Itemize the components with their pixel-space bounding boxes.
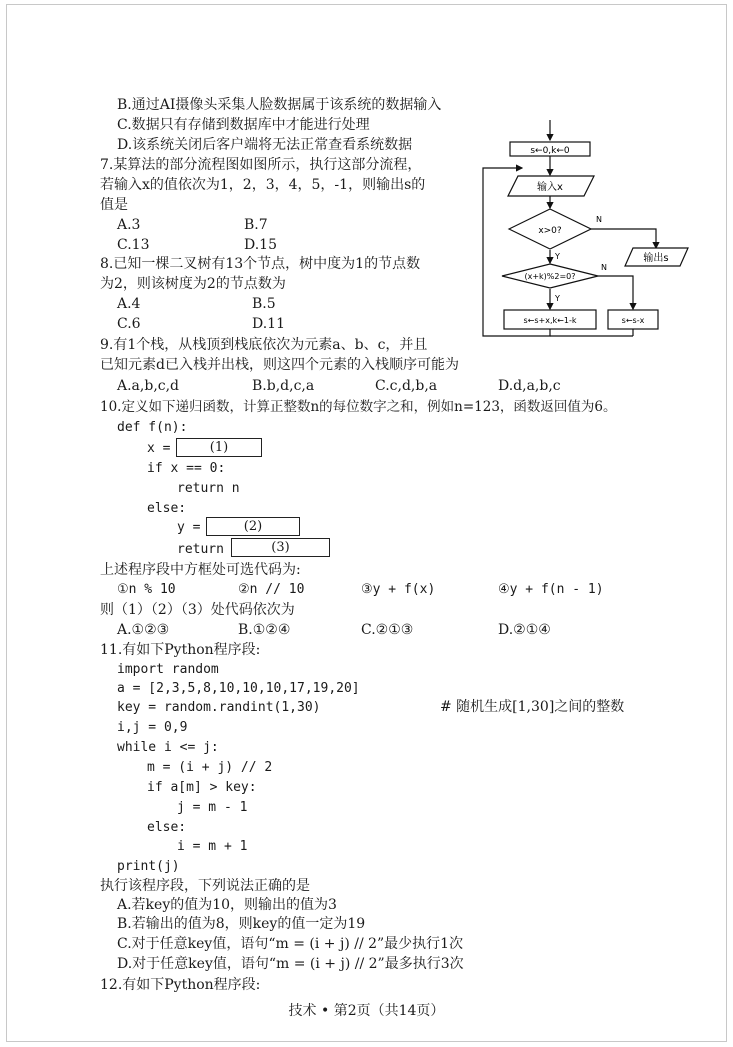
q8-stem-line2: 为2，则该树度为2的节点数为 xyxy=(100,276,286,292)
q11-code-line11: print(j) xyxy=(117,859,180,874)
q7-option-b: B.7 xyxy=(244,217,268,233)
q9-option-c: C.c,d,b,a xyxy=(375,378,438,394)
q12-stem: 12.有如下Python程序段: xyxy=(100,977,261,993)
q7-flowchart xyxy=(478,118,700,340)
q10-code-line1: def f(n): xyxy=(117,420,188,435)
page-footer: 技术 • 第2页（共14页） xyxy=(288,1003,445,1019)
q11-code-line3: key = random.randint(1,30) xyxy=(117,700,321,715)
q10-option-d: D.②①④ xyxy=(498,622,551,638)
q7-option-d: D.15 xyxy=(244,237,277,253)
q10-description: 上述程序段中方框处可选代码为: xyxy=(100,562,301,578)
q11-code-line5: while i <= j: xyxy=(117,740,219,755)
q10-stem: 10.定义如下递归函数，计算正整数n的每位数字之和，例如n=123，函数返回值为6。 xyxy=(100,399,617,415)
flow-no-label-1: N xyxy=(596,215,602,224)
flow-yes-label-1: Y xyxy=(555,252,560,261)
q10-candidate-3: ③y + f(x) xyxy=(361,582,436,597)
flow-input-text: 输入x xyxy=(537,182,563,193)
q8-option-c: C.6 xyxy=(117,316,141,332)
q7-option-c: C.13 xyxy=(117,237,150,253)
q11-code-line1: import random xyxy=(117,662,219,677)
q10-candidate-2: ②n // 10 xyxy=(238,582,305,597)
q10-code-line5: else: xyxy=(147,501,187,516)
q10-blank-2: (2) xyxy=(206,517,300,536)
flow-cond1-text: x>0? xyxy=(538,226,562,236)
q10-question: 则（1）（2）（3）处代码依次为 xyxy=(100,602,295,618)
q10-option-a: A.①②③ xyxy=(117,622,170,638)
q11-option-d: D.对于任意key值，语句“m = (i + j) // 2”最多执行3次 xyxy=(117,956,464,972)
flow-proc2-text: s←s-x xyxy=(621,316,645,325)
flow-proc1-text: s←s+x,k←1-k xyxy=(523,316,577,325)
q11-code-line2: a = [2,3,5,8,10,10,10,17,19,20] xyxy=(117,681,360,696)
q10-code-line7: return xyxy=(177,542,224,557)
q10-code-line3: if x == 0: xyxy=(147,461,226,476)
q9-option-a: A.a,b,c,d xyxy=(117,378,180,394)
q8-option-d: D.11 xyxy=(252,316,285,332)
q11-code-line7: if a[m] > key: xyxy=(147,780,257,795)
q10-option-b: B.①②④ xyxy=(238,622,291,638)
q9-option-d: D.d,a,b,c xyxy=(498,378,561,394)
q11-option-b: B.若输出的值为8，则key的值一定为19 xyxy=(117,916,366,932)
q7-stem-line2: 若输入x的值依次为1，2，3，4，5，-1，则输出s的 xyxy=(100,177,426,193)
q11-question: 执行该程序段，下列说法正确的是 xyxy=(100,878,310,894)
flow-init-text: s←0,k←0 xyxy=(530,146,570,156)
q10-code-line2: x = xyxy=(147,441,171,456)
q11-option-c: C.对于任意key值，语句“m = (i + j) // 2”最少执行1次 xyxy=(117,936,464,952)
q11-stem: 11.有如下Python程序段: xyxy=(100,642,261,658)
q8-option-b: B.5 xyxy=(252,296,276,312)
q10-candidate-4: ④y + f(n - 1) xyxy=(498,582,604,597)
q10-code-line4: return n xyxy=(177,481,240,496)
q10-code-line6: y = xyxy=(177,520,201,535)
q6-option-c: C.数据只有存储到数据库中才能进行处理 xyxy=(117,117,370,133)
q11-code-comment: # 随机生成[1,30]之间的整数 xyxy=(440,699,625,715)
q8-stem-line1: 8.已知一棵二叉树有13个节点，树中度为1的节点数 xyxy=(100,256,421,272)
q9-stem-line1: 9.有1个栈，从栈顶到栈底依次为元素a、b、c，并且 xyxy=(100,337,428,353)
q7-stem-line1: 7.某算法的部分流程图如图所示，执行这部分流程， xyxy=(100,157,422,173)
q11-code-line8: j = m - 1 xyxy=(177,800,248,815)
q6-option-b: B.通过AI摄像头采集人脸数据属于该系统的数据输入 xyxy=(117,97,442,113)
q11-code-line6: m = (i + j) // 2 xyxy=(147,760,273,775)
flow-yes-label-2: Y xyxy=(555,294,560,303)
q10-blank-1: (1) xyxy=(176,438,262,457)
q11-option-a: A.若key的值为10，则输出的值为3 xyxy=(117,897,337,913)
q6-option-d: D.该系统关闭后客户端将无法正常查看系统数据 xyxy=(117,137,413,153)
q10-candidate-1: ①n % 10 xyxy=(117,582,176,597)
q11-code-line4: i,j = 0,9 xyxy=(117,720,188,735)
q10-blank-3: (3) xyxy=(231,538,330,557)
q7-option-a: A.3 xyxy=(117,217,141,233)
q7-stem-line3: 值是 xyxy=(100,197,128,213)
flow-cond2-text: (x+k)%2=0? xyxy=(524,272,576,281)
q11-code-line9: else: xyxy=(147,820,187,835)
q9-option-b: B.b,d,c,a xyxy=(252,378,315,394)
q8-option-a: A.4 xyxy=(117,296,141,312)
q10-option-c: C.②①③ xyxy=(361,622,414,638)
flow-no-label-2: N xyxy=(601,263,607,272)
q11-code-line10: i = m + 1 xyxy=(177,839,248,854)
q9-stem-line2: 已知元素d已入栈并出栈，则这四个元素的入栈顺序可能为 xyxy=(100,357,459,373)
flow-output-text: 输出s xyxy=(643,253,669,264)
